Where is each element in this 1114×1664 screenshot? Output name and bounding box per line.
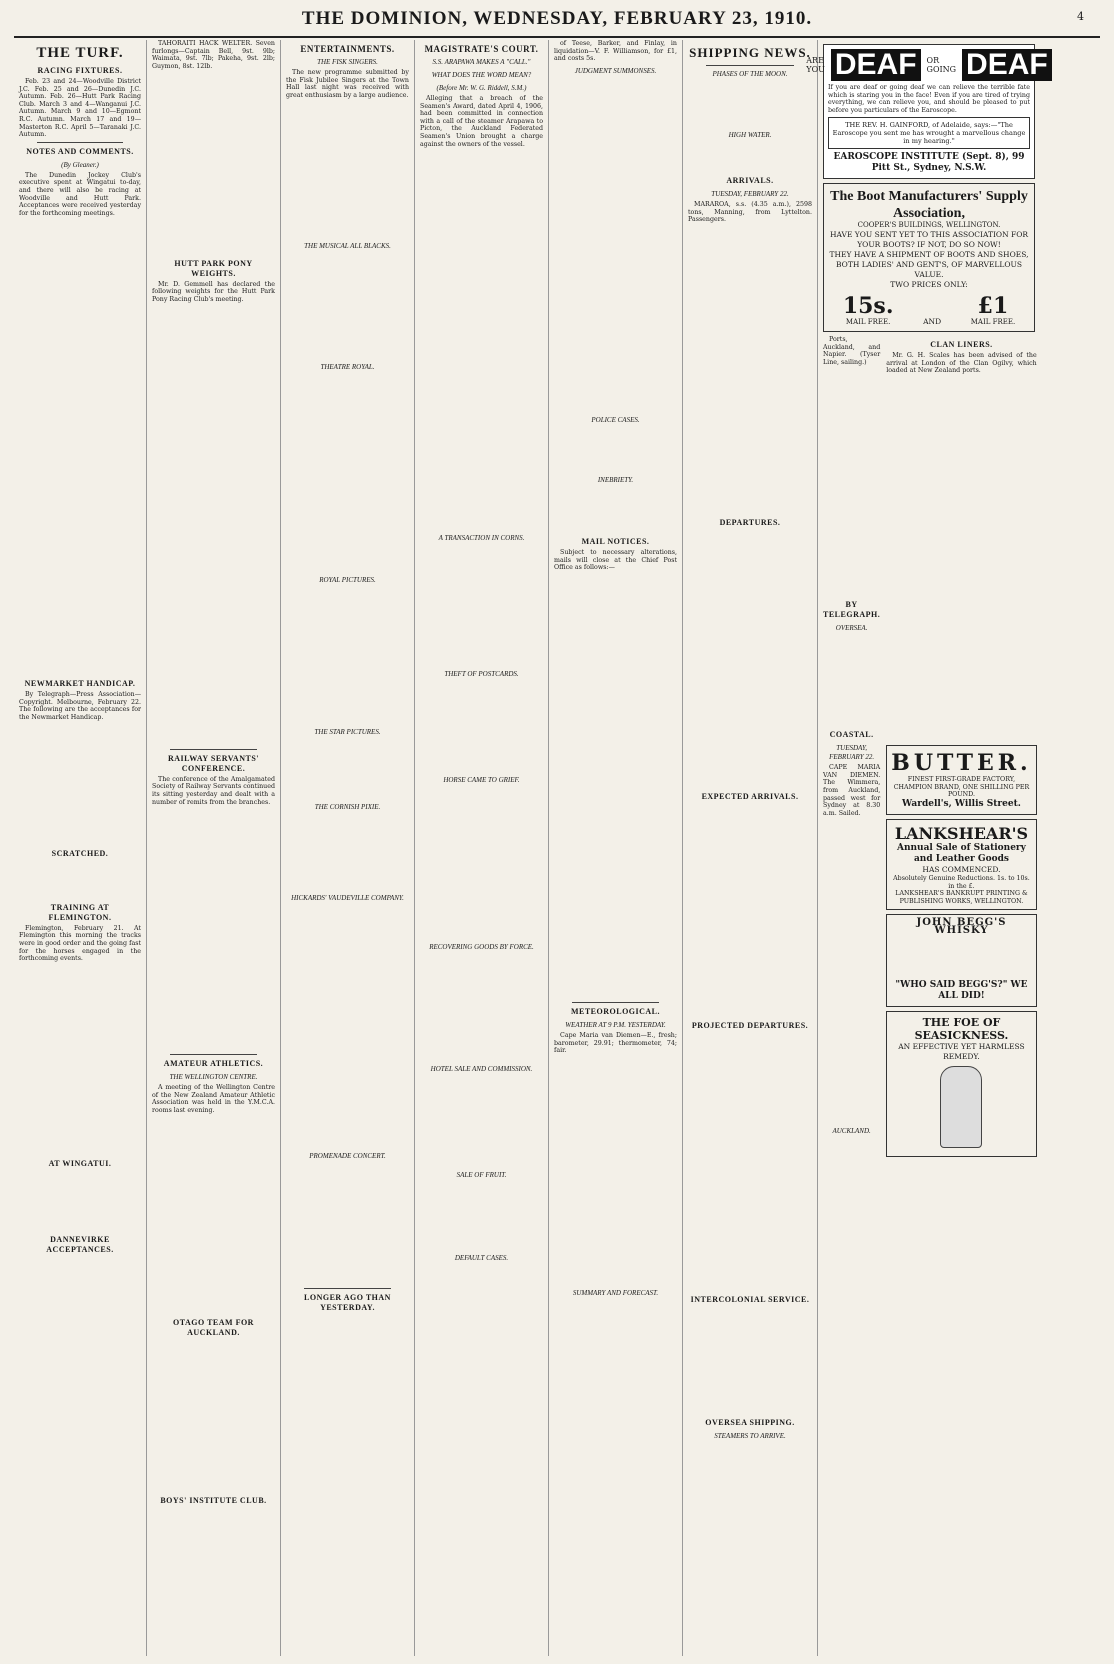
ad-body: FINEST FIRST-GRADE FACTORY, CHAMPION BRAND, ONE SHILLING PER POUND. bbox=[893, 776, 1030, 799]
text-filler bbox=[554, 1057, 677, 1285]
earoscope-advertisement bbox=[806, 44, 1048, 179]
divider bbox=[37, 142, 123, 143]
subheading: NOTES AND COMMENTS. bbox=[26, 146, 134, 156]
subheading: TUESDAY, FEBRUARY 22. bbox=[829, 744, 875, 762]
subheading: METEOROLOGICAL. bbox=[570, 1007, 661, 1017]
price-value: 15s. bbox=[842, 292, 894, 319]
divider bbox=[706, 65, 794, 66]
masthead bbox=[14, 0, 1100, 38]
column-notices bbox=[549, 40, 683, 1656]
article-text: of Teese, Barker, and Finlay, in liquidation—V. F. Williamson, for £1, and costs 5s. bbox=[554, 40, 677, 63]
ad-address: COOPER'S BUILDINGS, WELLINGTON. bbox=[857, 221, 1001, 230]
text-filler bbox=[554, 487, 677, 533]
subheading: DANNEVIRKE ACCEPTANCES. bbox=[46, 1235, 114, 1255]
ad-footer: EAROSCOPE INSTITUTE (Sept. 8), 99 Pitt St., Sydney, N.S.W. bbox=[833, 152, 1025, 174]
subheading: INTERCOLONIAL SERVICE. bbox=[690, 1295, 810, 1305]
article-text: Flemington, February 21. At Flemington this morning the tracks were in good order and the going fast for the horses engaged in the forthcoming events. bbox=[19, 924, 141, 963]
subheading: HUTT PARK PONY WEIGHTS. bbox=[174, 258, 253, 278]
subheading: HORSE CAME TO GRIEF. bbox=[443, 776, 520, 785]
text-filler bbox=[420, 787, 543, 939]
text-filler bbox=[19, 861, 141, 899]
text-filler bbox=[420, 150, 543, 530]
article-text: Mr. D. Gemmell has declared the following weights for the Hutt Park Pony Racing Club's meeting. bbox=[152, 280, 275, 303]
subheading: THE CORNISH PIXIE. bbox=[314, 803, 381, 812]
ad-headline-word: DEAF bbox=[831, 49, 921, 81]
subheading: AUCKLAND. bbox=[832, 1127, 871, 1136]
testimonial-box: THE REV. H. GAINFORD, of Adelaide, says:—"The Earoscope you sent me has wrought a marvellous change in my hearing." bbox=[828, 117, 1030, 149]
text-filler bbox=[420, 1265, 543, 1387]
subheading: PROMENADE CONCERT. bbox=[309, 1152, 386, 1161]
text-filler bbox=[688, 1307, 812, 1413]
text-filler bbox=[19, 219, 141, 675]
subheading: PHASES OF THE MOON. bbox=[712, 70, 788, 78]
column-entertainments bbox=[281, 40, 415, 1656]
masthead-title: THE DOMINION, WEDNESDAY, FEBRUARY 23, 1910. bbox=[301, 8, 813, 29]
subheading: BY TELEGRAPH. bbox=[823, 600, 881, 620]
text-filler bbox=[152, 1340, 275, 1492]
subheading: HIGH WATER. bbox=[728, 130, 772, 139]
byline: (By Gleaner.) bbox=[61, 160, 99, 169]
price-note: MAIL FREE. bbox=[970, 317, 1016, 326]
subheading: TUESDAY, FEBRUARY 22. bbox=[711, 189, 789, 198]
ad-text: ARE bbox=[806, 56, 824, 65]
price-option bbox=[971, 294, 1015, 327]
columns bbox=[14, 40, 1100, 1656]
price-option bbox=[843, 294, 894, 327]
subheading: LONGER AGO THAN YESTERDAY. bbox=[304, 1292, 391, 1312]
column-shipping bbox=[683, 40, 818, 1656]
text-filler bbox=[286, 101, 409, 238]
subheading: WEATHER AT 9 P.M. YESTERDAY. bbox=[565, 1021, 666, 1030]
article-text: By Telegraph—Press Association—Copyright. Melbourne, February 22. The following are the acceptances for the Newmarket Handicap. bbox=[19, 690, 141, 721]
subheading: THEFT OF POSTCARDS. bbox=[444, 670, 519, 679]
subheading: OVERSEA. bbox=[835, 624, 868, 633]
divider bbox=[572, 1002, 659, 1003]
seasickness-advertisement bbox=[886, 1011, 1036, 1157]
text-filler bbox=[420, 545, 543, 667]
deaf-headline bbox=[806, 48, 1048, 81]
article-text: The conference of the Amalgamated Society of Railway Servants continued its sitting yesterday and dealt with a number of remits from the branches. bbox=[152, 775, 275, 806]
text-filler bbox=[152, 72, 275, 254]
ad-text: YOU bbox=[806, 65, 825, 74]
subheading: THE STAR PICTURES. bbox=[314, 727, 381, 736]
subheading: POLICE CASES. bbox=[591, 415, 640, 424]
article-text: The new programme submitted by the Fisk Jubilee Singers at the Town Hall last night was received with great enthusiasm by a large audience. bbox=[286, 69, 409, 99]
text-filler bbox=[286, 1315, 409, 1543]
text-filler bbox=[823, 635, 880, 726]
text-filler bbox=[152, 1117, 275, 1314]
text-filler bbox=[19, 723, 141, 845]
subheading: A TRANSACTION IN CORNS. bbox=[438, 533, 525, 542]
ad-title: THE FOE OF SEASICKNESS. bbox=[914, 1016, 1009, 1043]
ad-footer: Wardell's, Willis Street. bbox=[902, 799, 1021, 810]
ad-text: GOING bbox=[926, 65, 957, 74]
text-filler bbox=[688, 142, 812, 172]
subheading: THEATRE ROYAL. bbox=[320, 363, 375, 372]
price-connector: AND bbox=[923, 316, 942, 326]
subheading: S.S. ARAPAWA MAKES A "CALL." bbox=[432, 58, 531, 66]
subheading: INEBRIETY. bbox=[597, 476, 634, 485]
section-heading: MAGISTRATE'S COURT. bbox=[424, 44, 539, 54]
ad-text: HAVE YOU SENT YET TO THIS ASSOCIATION FOR YOUR BOOTS? IF NOT, DO SO NOW! bbox=[829, 229, 1029, 249]
ad-title: LANKSHEAR'S bbox=[894, 824, 1029, 844]
shipping-continued bbox=[823, 336, 880, 1594]
ad-text: HAS COMMENCED. bbox=[922, 865, 1001, 875]
text-filler bbox=[688, 1033, 812, 1291]
text-filler bbox=[554, 78, 677, 412]
text-filler bbox=[688, 226, 812, 515]
text-filler bbox=[286, 905, 409, 1148]
column-advertisements bbox=[806, 40, 1048, 1656]
text-filler bbox=[19, 1171, 141, 1232]
text-filler bbox=[688, 530, 812, 788]
column-court bbox=[415, 40, 549, 1656]
text-filler bbox=[19, 1257, 141, 1424]
subheading: OTAGO TEAM FOR AUCKLAND. bbox=[173, 1318, 254, 1338]
text-filler bbox=[152, 305, 275, 745]
text-filler bbox=[286, 253, 409, 359]
subheading: AT WINGATUI. bbox=[48, 1158, 112, 1168]
section-heading: THE TURF. bbox=[36, 45, 124, 61]
subheading: TRAINING AT FLEMINGTON. bbox=[48, 902, 112, 922]
subheading: DEPARTURES. bbox=[719, 518, 781, 528]
ad-text: TWO PRICES ONLY: bbox=[890, 279, 968, 289]
ad-body: Absolutely Genuine Reductions. 1s. to 10s. in the £. bbox=[893, 875, 1030, 890]
article-text: The Dunedin Jockey Club's executive spent at Wingatui to-day, and there will also be racing at Woodville and Hutt Park. Acceptances were received yesterday for the forthcoming meetings. bbox=[19, 171, 141, 217]
ad-text: THEY HAVE A SHIPMENT OF BOOTS AND SHOES, BOTH LADIES' AND GENT'S, OF MARVELLOUS VALUE. bbox=[829, 249, 1029, 279]
ad-body: If you are deaf or going deaf we can relieve the terrible fate which is staring you in the face! Even if you are tired of trying everything, we can relieve you, and should be pleased to put before you particulars of the Earoscope. bbox=[828, 84, 1030, 114]
text-filler bbox=[420, 681, 543, 772]
ad-text: AN EFFECTIVE YET HARMLESS REMEDY. bbox=[898, 1042, 1025, 1062]
article-text: TAHORAITI HACK WELTER. Seven furlongs—Captain Bell, 9st. 9lb; Waimata, 9st. 7lb; Pakeha, 9st. 2lb; Guymon, 8st. 12lb. bbox=[152, 40, 275, 70]
ad-title: BUTTER. bbox=[891, 750, 1032, 777]
price-row bbox=[828, 294, 1030, 327]
text-filler bbox=[286, 739, 409, 800]
column-sport bbox=[147, 40, 281, 1656]
text-filler bbox=[286, 374, 409, 571]
subheading: WHAT DOES THE WORD MEAN? bbox=[431, 71, 532, 79]
subheading: RACING FIXTURES. bbox=[37, 66, 123, 75]
subheading: RAILWAY SERVANTS' CONFERENCE. bbox=[168, 753, 259, 773]
article-text: MARAROA, s.s. (4.35 a.m.), 2598 tons, Manning, from Lyttelton. Passengers. bbox=[688, 200, 812, 224]
article-text: Subject to necessary alterations, mails will close at the Chief Post Office as follows:— bbox=[554, 549, 677, 572]
subheading: THE MUSICAL ALL BLACKS. bbox=[304, 242, 391, 251]
ad-subtitle: Annual Sale of Stationery and Leather Goods bbox=[896, 843, 1026, 865]
text-filler bbox=[823, 368, 880, 596]
article-text: A meeting of the Wellington Centre of the New Zealand Amateur Athletic Association was held in the Y.M.C.A. rooms last evening. bbox=[152, 1084, 275, 1114]
subheading: ARRIVALS. bbox=[726, 175, 774, 185]
news-and-ads bbox=[886, 336, 1036, 1594]
divider bbox=[170, 749, 257, 750]
text-filler bbox=[823, 819, 880, 1123]
page-number: 4 bbox=[1077, 10, 1084, 23]
ad-body: LANKSHEAR'S BANKRUPT PRINTING & PUBLISHING WORKS, WELLINGTON. bbox=[895, 890, 1028, 905]
text-filler bbox=[688, 804, 812, 1017]
two-column-area bbox=[823, 336, 1035, 1594]
text-filler bbox=[286, 814, 409, 890]
article-text: Ports, Auckland, and Napier. (Tyser Line, sailing.) bbox=[823, 335, 881, 366]
article-text: Cape Maria van Diemen—E., fresh; barometer, 29.91; thermometer, 74; fair. bbox=[554, 1032, 677, 1055]
text-filler bbox=[886, 377, 1036, 742]
text-filler bbox=[823, 1138, 880, 1594]
ad-title: JOHN BEGG'S WHISKY bbox=[916, 917, 1007, 936]
price-value: £1 bbox=[977, 292, 1009, 319]
byline: (Before Mr. W. G. Riddell, S.M.) bbox=[436, 84, 527, 92]
subheading: SCRATCHED. bbox=[51, 848, 109, 858]
text-filler bbox=[554, 427, 677, 473]
subheading: COASTAL. bbox=[829, 730, 874, 740]
ad-footer: "WHO SAID BEGG'S?" WE ALL DID! bbox=[895, 980, 1028, 1002]
subheading: MAIL NOTICES. bbox=[581, 537, 650, 547]
bottle-illustration bbox=[940, 1066, 982, 1148]
divider bbox=[170, 1054, 257, 1055]
ad-text: OR bbox=[926, 56, 940, 65]
text-filler bbox=[286, 587, 409, 724]
ad-headline-word: DEAF bbox=[962, 49, 1052, 81]
subheading: EXPECTED ARRIVALS. bbox=[701, 792, 799, 802]
subheading: HICKARDS' VAUDEVILLE COMPANY. bbox=[291, 894, 404, 903]
subheading: JUDGMENT SUMMONSES. bbox=[574, 66, 657, 75]
article-text: Feb. 23 and 24—Woodville District J.C. Feb. 25 and 26—Dunedin J.C. Autumn. Feb. 26—Hutt Park Racing Club. March 3 and 4—Wanganui J.C. Autumn. March 9 and 10—Egmont R.C. Autumn. March 17 and 19—Masterton R.C. April 5—Taranaki J.C. Autumn. bbox=[19, 78, 141, 139]
text-filler bbox=[420, 954, 543, 1060]
text-filler bbox=[420, 1182, 543, 1250]
ad-title: The Boot Manufacturers' Supply Association, bbox=[830, 189, 1028, 222]
text-filler bbox=[554, 1300, 677, 1391]
boot-association-advertisement bbox=[823, 183, 1035, 332]
subheading: STEAMERS TO ARRIVE. bbox=[714, 1431, 786, 1440]
text-filler bbox=[554, 574, 677, 999]
text-filler bbox=[152, 808, 275, 1051]
begg-whisky-advertisement bbox=[886, 914, 1036, 1007]
section-heading: SHIPPING NEWS. bbox=[689, 45, 811, 60]
section-heading: ENTERTAINMENTS. bbox=[300, 44, 395, 54]
text-filler bbox=[688, 1443, 812, 1481]
subheading: THE WELLINGTON CENTRE. bbox=[169, 1073, 258, 1082]
subheading: SUMMARY AND FORECAST. bbox=[572, 1288, 659, 1297]
text-filler bbox=[688, 81, 812, 127]
price-note: MAIL FREE. bbox=[845, 317, 891, 326]
column-turf bbox=[14, 40, 147, 1656]
subheading: AMATEUR ATHLETICS. bbox=[163, 1059, 264, 1069]
subheading: ROYAL PICTURES. bbox=[319, 575, 376, 584]
subheading: NEWMARKET HANDICAP. bbox=[24, 678, 136, 688]
article-text: Mr. G. H. Scales has been advised of the arrival at London of the Clan Ogilvy, which loaded at New Zealand ports. bbox=[886, 351, 1037, 375]
lankshear-advertisement bbox=[886, 819, 1036, 910]
subheading: RECOVERING GOODS BY FORCE. bbox=[429, 943, 534, 952]
butter-advertisement bbox=[886, 745, 1036, 815]
text-filler bbox=[891, 935, 1031, 981]
divider bbox=[304, 1288, 391, 1289]
subheading: THE FISK SINGERS. bbox=[317, 58, 378, 66]
text-filler bbox=[19, 965, 141, 1155]
subheading: DEFAULT CASES. bbox=[454, 1254, 509, 1263]
subheading: SALE OF FRUIT. bbox=[456, 1170, 507, 1179]
subheading: PROJECTED DEPARTURES. bbox=[691, 1021, 809, 1031]
text-filler bbox=[152, 1508, 275, 1599]
subheading: CLAN LINERS. bbox=[930, 339, 993, 349]
text-filler bbox=[286, 1163, 409, 1285]
article-text: CAPE MARIA VAN DIEMEN. The Wimmera, from Auckland, passed west for Sydney at 8.30 a.m. Sailed. bbox=[823, 764, 881, 817]
subheading: BOYS' INSTITUTE CLUB. bbox=[160, 1495, 267, 1505]
article-text: Alleging that a breach of the Seamen's Award, dated April 4, 1906, had been committed in connection with a call of the steamer Arapawa to Picton, the Auckland Federated Seamen's Union brought a charge against the owners of the vessel. bbox=[420, 95, 543, 148]
subheading: HOTEL SALE AND COMMISSION. bbox=[430, 1064, 533, 1073]
text-filler bbox=[420, 1076, 543, 1167]
subheading: OVERSEA SHIPPING. bbox=[705, 1417, 795, 1427]
